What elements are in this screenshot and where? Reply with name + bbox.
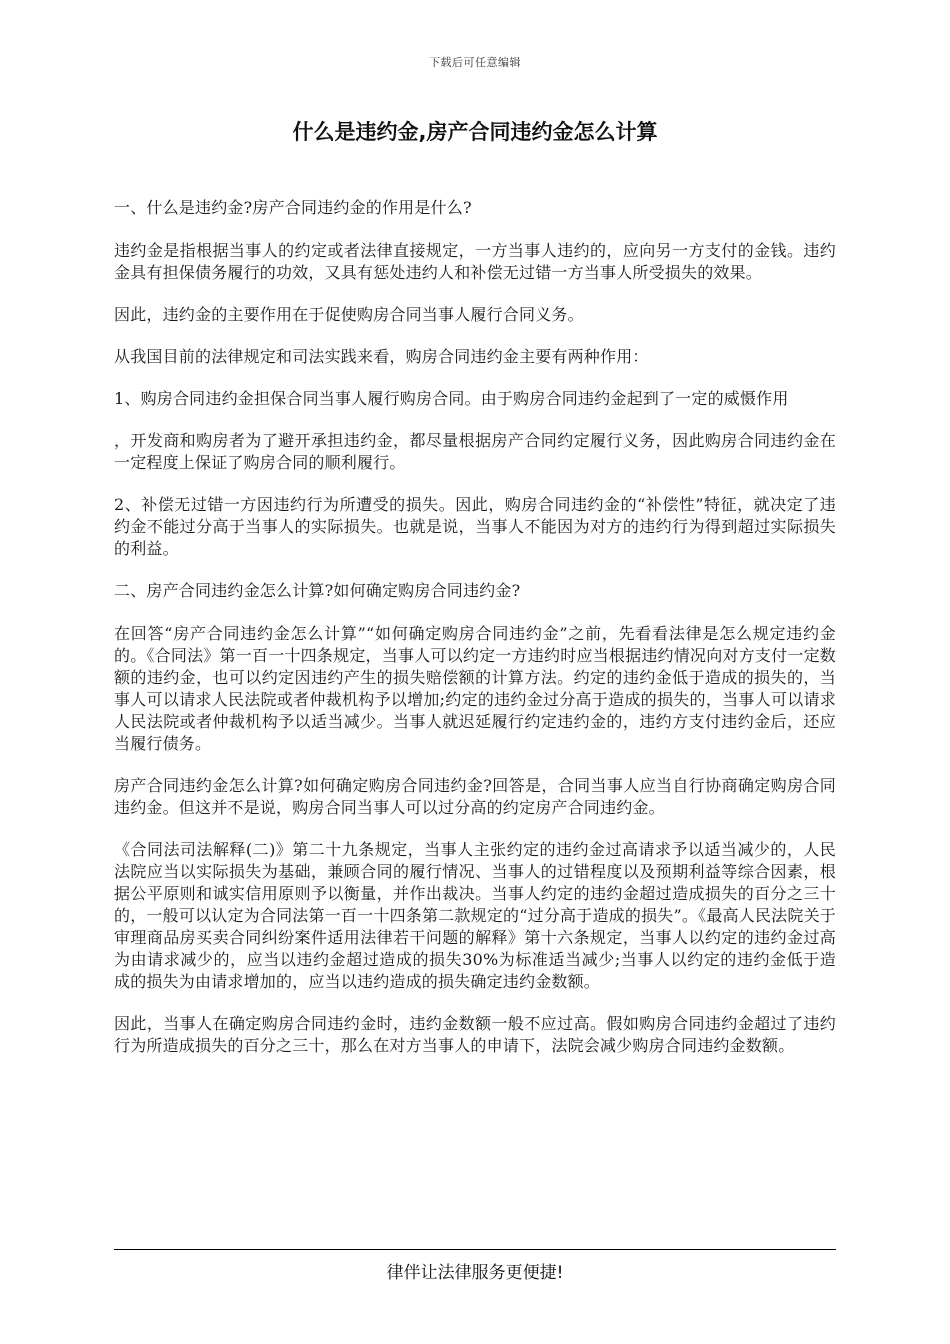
section-heading-2: 二、房产合同违约金怎么计算?如何确定购房合同违约金?: [114, 581, 521, 600]
paragraph-two-functions: 从我国目前的法律规定和司法实践来看，购房合同违约金主要有两种作用：: [114, 347, 649, 366]
paragraph-conclusion: 因此，当事人在确定购房合同违约金时，违约金数额一般不应过高。假如购房合同违约金超过了违约行为所造成损失的百分之三十，那么在对方当事人的申请下，法院会减少购房合同违约金数额。: [114, 1014, 836, 1055]
paragraph-negotiation: 房产合同违约金怎么计算?如何确定购房合同违约金?回答是，合同当事人应当自行协商确定购房合同违约金。但这并不是说，购房合同当事人可以过分高的约定房产合同违约金。: [114, 776, 836, 817]
section-heading-1: 一、什么是违约金?房产合同违约金的作用是什么?: [114, 198, 472, 217]
paragraph-function-2: 2、补偿无过错一方因违约行为所遭受的损失。因此，购房合同违约金的“补偿性”特征，就决定了违约金不能过分高于当事人的实际损失。也就是说，当事人不能因为对方的违约行为得到超过实际损失的利益。: [114, 495, 836, 558]
paragraph-contract-law: 在回答“房产合同违约金怎么计算”“如何确定购房合同违约金”之前，先看看法律是怎么规定违约金的。《合同法》第一百一十四条规定，当事人可以约定一方违约时应当根据违约情况向对方支付一定数额的违约金，也可以约定因违约产生的损失赔偿额的计算方法。约定的违约金低于造成的损失的，当事人可以请求人民法院或者仲裁机构予以增加;约定的违约金过分高于造成的损失的，当事人可以请求人民法院或者仲裁机构予以适当减少。当事人就迟延履行约定违约金的，违约方支付违约金后，还应当履行债务。: [114, 624, 836, 753]
paragraph-judicial-interpretation: 《合同法司法解释(二)》第二十九条规定，当事人主张约定的违约金过高请求予以适当减少的，人民法院应当以实际损失为基础，兼顾合同的履行情况、当事人的过错程度以及预期利益等综合因素，根据公平原则和诚实信用原则予以衡量，并作出裁决。当事人约定的违约金超过造成损失的百分之三十的，一般可以认定为合同法第一百一十四条第二款规定的“过分高于造成的损失”。《最高人民法院关于审理商品房买卖合同纠纷案件适用法律若干问题的解释》第十六条规定，当事人以约定的违约金过高为由请求减少的，应当以违约金超过造成的损失30%为标准适当减少;当事人以约定的违约金低于造成的损失为由请求增加的，应当以违约造成的损失确定违约金数额。: [114, 840, 836, 991]
paragraph-function-1-cont: ，开发商和购房者为了避开承担违约金，都尽量根据房产合同约定履行义务，因此购房合同违约金在一定程度上保证了购房合同的顺利履行。: [114, 431, 836, 472]
paragraph-main-function: 因此，违约金的主要作用在于促使购房合同当事人履行合同义务。: [114, 305, 584, 324]
paragraph-function-1: 1、购房合同违约金担保合同当事人履行购房合同。由于购房合同违约金起到了一定的威慑作用: [114, 389, 789, 408]
paragraph-definition: 违约金是指根据当事人的约定或者法律直接规定，一方当事人违约的，应向另一方支付的金钱。违约金具有担保债务履行的功效，又具有惩处违约人和补偿无过错一方当事人所受损失的效果。: [114, 241, 836, 282]
footer-slogan: 律伴让法律服务更便捷!: [386, 1263, 564, 1283]
article-body: [114, 197, 836, 1077]
footer-divider: [114, 1249, 836, 1250]
header-note: 下载后可任意编辑: [429, 56, 521, 69]
page-title: 什么是违约金,房产合同违约金怎么计算: [292, 120, 658, 144]
